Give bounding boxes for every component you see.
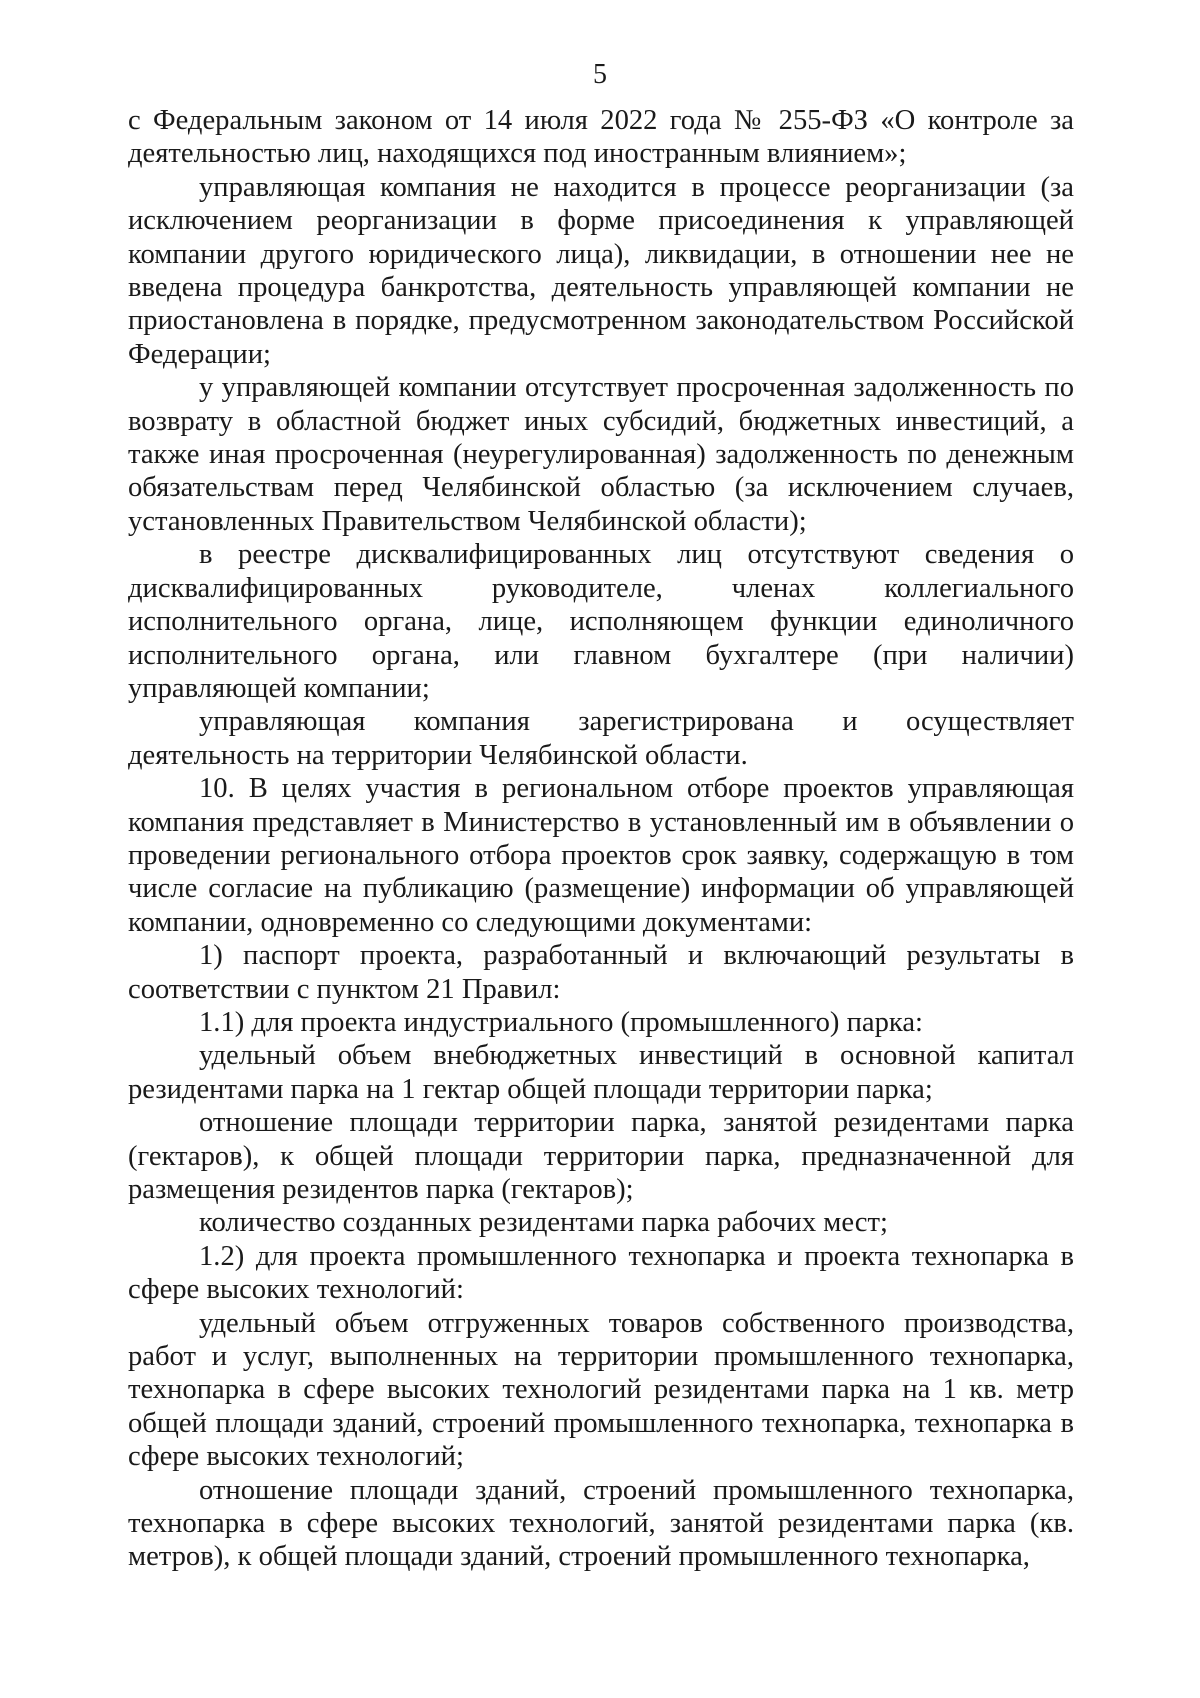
- document-body: [128, 104, 1074, 1574]
- paragraph-11: количество созданных резидентами парка рабочих мест;: [199, 1207, 888, 1239]
- paragraph-4: в реестре дисквалифицированных лиц отсутствуют сведения о дисквалифицированных руководителе, членах коллегиального исполнительного органа, лице, исполняющем функции единоличного исполнительного органа, или главном бухгалтере (при наличии) управляющей компании;: [128, 539, 1074, 704]
- paragraph-1: с Федеральным законом от 14 июля 2022 года № 255-ФЗ «О контроле за деятельностью лиц, находящихся под иностранным влиянием»;: [128, 105, 1074, 170]
- paragraph-12: 1.2) для проекта промышленного технопарка и проекта технопарка в сфере высоких технологий:: [128, 1240, 1074, 1306]
- paragraph-8: 1.1) для проекта индустриального (промышленного) парка:: [199, 1006, 923, 1038]
- paragraph-6: 10. В целях участия в региональном отборе проектов управляющая компания представляет в Министерство в установленный им в объявлении о проведении регионального отбора проектов срок заявку, содержащую в том числе согласие на публикацию (размещение) информации об управляющей компании, одновременно со следующими документами:: [128, 773, 1074, 938]
- paragraph-14: отношение площади зданий, строений промышленного технопарка, технопарка в сфере высоких технологий, занятой резидентами парка (кв. метров), к общей площади зданий, строений промышленного технопарка,: [128, 1474, 1074, 1573]
- paragraph-5: управляющая компания зарегистрирована и осуществляет деятельность на территории Челябинской области.: [128, 706, 1074, 771]
- paragraph-7: 1) паспорт проекта, разработанный и включающий результаты в соответствии с пунктом 21 Правил:: [128, 940, 1074, 1005]
- paragraph-9: удельный объем внебюджетных инвестиций в основной капитал резидентами парка на 1 гектар общей площади территории парка;: [128, 1040, 1074, 1105]
- paragraph-3: у управляющей компании отсутствует просроченная задолженность по возврату в областной бюджет иных субсидий, бюджетных инвестиций, а также иная просроченная (неурегулированная) задолженность по денежным обязательствам перед Челябинской областью (за исключением случаев, установленных Правительством Челябинской области);: [128, 372, 1074, 537]
- paragraph-13: удельный объем отгруженных товаров собственного производства, работ и услуг, выполненных на территории промышленного технопарка, технопарка в сфере высоких технологий резидентами парка на 1 кв. метр общей площади зданий, строений промышленного технопарка, технопарка в сфере высоких технологий;: [128, 1307, 1074, 1473]
- paragraph-10: отношение площади территории парка, занятой резидентами парка (гектаров), к общей площади территории парка, предназначенной для размещения резидентов парка (гектаров);: [128, 1107, 1074, 1205]
- paragraph-2: управляющая компания не находится в процессе реорганизации (за исключением реорганизации в форме присоединения к управляющей компании другого юридического лица), ликвидации, в отношении нее не введена процедура банкротства, деятельность управляющей компании не приостановлена в порядке, предусмотренном законодательством Российской Федерации;: [128, 171, 1074, 370]
- page-number: 5: [593, 59, 607, 90]
